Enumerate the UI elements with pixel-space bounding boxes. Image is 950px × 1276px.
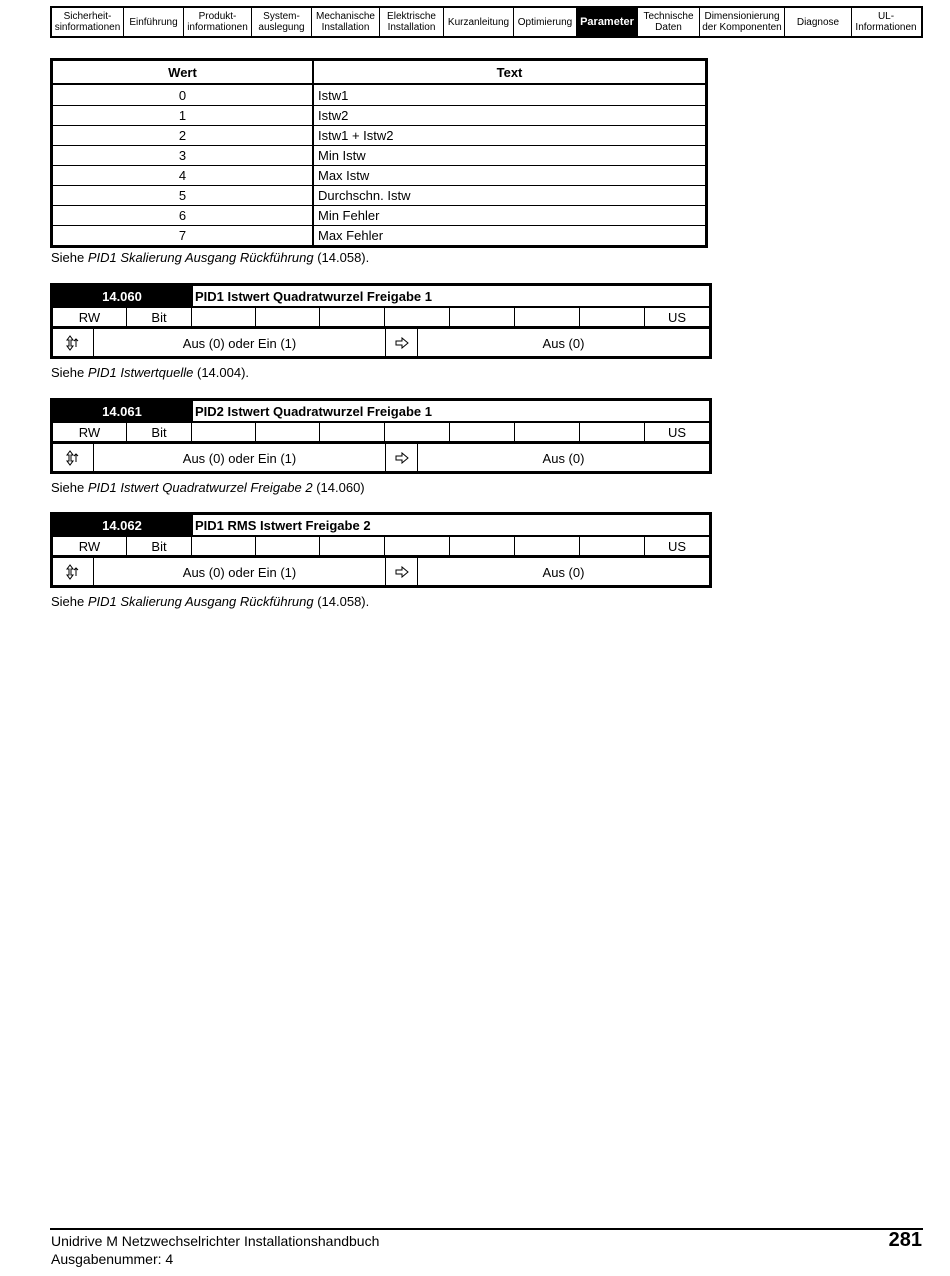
footer-issue: Ausgabenummer: 4	[51, 1251, 174, 1267]
nav-tab-10[interactable]: Technische Daten	[638, 8, 700, 36]
table-row	[53, 185, 705, 205]
parameter-range-default	[53, 329, 709, 357]
nav-tab-1[interactable]: Sicherheit- sinformationen	[52, 8, 124, 36]
attribute-cell	[320, 308, 385, 326]
nav-tab-12[interactable]: Diagnose	[785, 8, 852, 36]
value-table-header	[53, 61, 705, 85]
reference-note	[51, 365, 249, 380]
parameter-default: Aus (0)	[542, 564, 585, 580]
attribute-cell	[580, 423, 645, 441]
parameter-range: Aus (0) oder Ein (1)	[94, 329, 386, 357]
cell-text: Max Fehler	[318, 228, 384, 243]
ref-param-link: PID1 Skalierung Ausgang Rückführung	[87, 250, 314, 265]
nav-tab-7[interactable]: Kurzanleitung	[444, 8, 514, 36]
attribute-cell	[256, 308, 320, 326]
attribute-cell	[320, 537, 385, 555]
reference-note	[51, 480, 365, 495]
attribute-cell	[580, 308, 645, 326]
page-number: 281	[888, 1229, 922, 1251]
reference-note	[51, 250, 369, 265]
parameter-header	[53, 515, 709, 537]
nav-tab-8[interactable]: Optimierung	[514, 8, 577, 36]
parameter-attributes	[53, 423, 709, 444]
table-row	[53, 145, 705, 165]
range-icon	[53, 444, 94, 472]
attribute-cell: US	[667, 538, 687, 554]
cell-text: Istw1 + Istw2	[318, 128, 394, 143]
cell-value: 1	[53, 106, 314, 125]
ref-suffix: (14.058).	[313, 250, 370, 265]
nav-tab-3[interactable]: Produkt- informationen	[184, 8, 252, 36]
cell-value: 0	[53, 85, 314, 105]
default-arrow-icon	[386, 444, 418, 472]
attribute-cell	[192, 423, 256, 441]
range-icon	[53, 329, 94, 357]
cell-value: 2	[53, 126, 314, 145]
parameter-header	[53, 401, 709, 423]
cell-text: Istw2	[318, 108, 349, 123]
attribute-cell: Bit	[127, 537, 192, 555]
attribute-cell: Bit	[127, 423, 192, 441]
parameter-range-default	[53, 558, 709, 586]
parameter-block	[50, 283, 712, 359]
parameter-number: 14.061	[53, 401, 191, 421]
attribute-cell	[580, 537, 645, 555]
attribute-cell	[256, 537, 320, 555]
ref-prefix: Siehe	[51, 365, 88, 380]
header-text: Text	[496, 64, 523, 80]
cell-value: 4	[53, 166, 314, 185]
nav-tab-5[interactable]: Mechanische Installation	[312, 8, 380, 36]
table-row	[53, 165, 705, 185]
attribute-cell: RW	[53, 423, 127, 441]
cell-text: Max Istw	[318, 168, 370, 183]
parameter-range: Aus (0) oder Ein (1)	[94, 444, 386, 472]
parameter-block	[50, 398, 712, 474]
ref-param-link: PID1 Istwert Quadratwurzel Freigabe 2	[87, 480, 313, 495]
parameter-title: PID1 RMS Istwert Freigabe 2	[191, 515, 709, 535]
parameter-range: Aus (0) oder Ein (1)	[94, 558, 386, 586]
footer-divider	[50, 1228, 923, 1230]
attribute-cell	[320, 423, 385, 441]
attribute-cell	[515, 308, 580, 326]
parameter-attributes	[53, 537, 709, 558]
table-row	[53, 125, 705, 145]
attribute-cell	[192, 308, 256, 326]
table-row	[53, 85, 705, 105]
value-table	[50, 58, 708, 248]
attribute-cell: RW	[53, 537, 127, 555]
cell-text: Min Fehler	[318, 208, 380, 223]
nav-tab-13[interactable]: UL- Informationen	[855, 11, 917, 33]
default-arrow-icon	[386, 558, 418, 586]
attribute-cell	[385, 537, 450, 555]
attribute-cell: Bit	[127, 308, 192, 326]
cell-value: 5	[53, 186, 314, 205]
attribute-cell	[385, 308, 450, 326]
ref-prefix: Siehe	[51, 594, 88, 609]
attribute-cell	[192, 537, 256, 555]
parameter-title: PID1 Istwert Quadratwurzel Freigabe 1	[191, 286, 709, 306]
cell-text: Min Istw	[318, 148, 366, 163]
ref-prefix: Siehe	[51, 480, 88, 495]
parameter-number: 14.060	[53, 286, 191, 306]
nav-tab-9[interactable]: Parameter	[577, 8, 638, 36]
ref-prefix: Siehe	[51, 250, 88, 265]
table-row	[53, 205, 705, 225]
attribute-cell	[515, 537, 580, 555]
header-value: Wert	[53, 61, 314, 83]
attribute-cell	[515, 423, 580, 441]
attribute-cell: US	[667, 309, 687, 325]
ref-suffix: (14.058).	[313, 594, 370, 609]
attribute-cell	[450, 308, 515, 326]
attribute-cell	[450, 537, 515, 555]
table-row	[53, 225, 705, 245]
reference-note	[51, 594, 369, 609]
parameter-block	[50, 512, 712, 588]
attribute-cell	[450, 423, 515, 441]
parameter-range-default	[53, 444, 709, 472]
nav-tab-4[interactable]: System- auslegung	[252, 8, 312, 36]
parameter-header	[53, 286, 709, 308]
parameter-number: 14.062	[53, 515, 191, 535]
attribute-cell	[385, 423, 450, 441]
nav-tab-11[interactable]: Dimensionierung der Komponenten	[700, 8, 785, 36]
parameter-default: Aus (0)	[542, 335, 585, 351]
default-arrow-icon	[386, 329, 418, 357]
ref-param-link: PID1 Istwertquelle	[87, 365, 194, 380]
attribute-cell	[256, 423, 320, 441]
cell-text: Istw1	[318, 87, 349, 103]
attribute-cell: RW	[53, 308, 127, 326]
chapter-nav	[50, 6, 923, 38]
footer-title: Unidrive M Netzwechselrichter Installationshandbuch	[51, 1233, 380, 1249]
attribute-cell: US	[667, 424, 687, 440]
cell-text: Durchschn. Istw	[318, 188, 411, 203]
range-icon	[53, 558, 94, 586]
cell-value: 7	[53, 226, 314, 245]
ref-suffix: (14.004).	[193, 365, 250, 380]
cell-value: 6	[53, 206, 314, 225]
ref-suffix: (14.060)	[312, 480, 365, 495]
ref-param-link: PID1 Skalierung Ausgang Rückführung	[87, 594, 314, 609]
parameter-title: PID2 Istwert Quadratwurzel Freigabe 1	[191, 401, 709, 421]
parameter-default: Aus (0)	[542, 450, 585, 466]
nav-tab-2[interactable]: Einführung	[124, 8, 184, 36]
nav-tab-6[interactable]: Elektrische Installation	[380, 8, 444, 36]
cell-value: 3	[53, 146, 314, 165]
parameter-attributes	[53, 308, 709, 329]
table-row	[53, 105, 705, 125]
